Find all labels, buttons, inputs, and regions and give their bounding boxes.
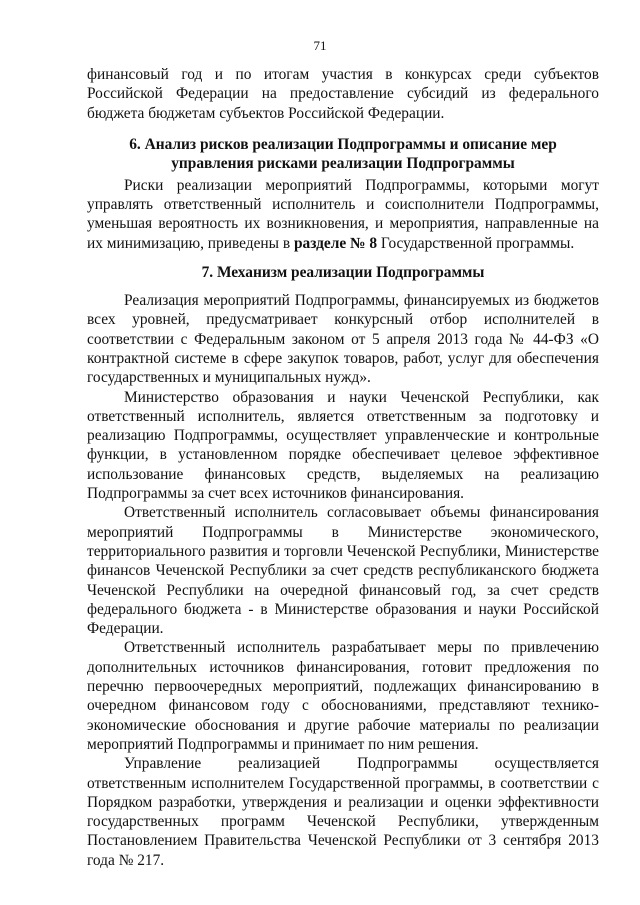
page-content	[87, 65, 599, 870]
section-6-paragraph	[87, 176, 599, 253]
section-7-paragraph: Реализация мероприятий Подпрограммы, финансируемых из бюджетов всех уровней, предусматривает конкурсный отбор исполнителей в соответствии с Федеральным законом от 5 апреля 2013 года № 44-ФЗ «О контрактной системе в сфере закупок товаров, работ, услуг для обеспечения государственных и муниципальных нужд».	[87, 292, 599, 387]
section-6-text-before: Риски реализации мероприятий Подпрограммы, которыми могут управлять ответственный исполнитель и соисполнители Подпрограммы, уменьшая вероятность их возникновения, и мероприятия, направленные на их минимизацию, приведены в	[87, 176, 599, 252]
section-7-paragraph: Ответственный исполнитель разрабатывает меры по привлечению дополнительных источников финансирования, готовит предложения по перечню первоочередных мероприятий, подлежащих финансированию в очередном финансовом году с обоснованиями, представляют технико-экономические обоснования и другие рабочие материалы по реализации мероприятий Подпрограммы и принимает по ним решения.	[87, 639, 599, 753]
intro-paragraph: финансовый год и по итогам участия в конкурсах среди субъектов Российской Федерации на предоставление субсидий из федерального бюджета бюджетам субъектов Российской Федерации.	[87, 66, 599, 122]
section-7-paragraph: Управление реализацией Подпрограммы осуществляется ответственным исполнителем Государственной программы, в соответствии с Порядком разработки, утверждения и реализации и оценки эффективности государственных программ Чеченской Республики, утвержденным Постановлением Правительства Чеченской Республики от 3 сентября 2013 года № 217.	[87, 755, 599, 869]
page-number: 71	[313, 38, 327, 53]
section-6-text-after: Государственной программы.	[377, 234, 575, 252]
section-reference: разделе № 8	[293, 234, 378, 252]
section-6-heading	[87, 135, 599, 173]
section-6-heading-line1: 6. Анализ рисков реализации Подпрограммы и описание мер	[129, 135, 557, 153]
section-7-paragraph: Министерство образования и науки Чеченской Республики, как ответственный исполнитель, является ответственным за подготовку и реализацию Подпрограммы, осуществляет управленческие и контрольные функции, в установленном порядке обеспечивает целевое эффективное использование финансовых средств, выделяемых на реализацию Подпрограммы за счет всех источников финансирования.	[87, 388, 599, 503]
section-6-heading-line2: управления рисками реализации Подпрограммы	[171, 154, 515, 172]
section-7-heading: 7. Механизм реализации Подпрограммы	[201, 264, 485, 282]
section-7-paragraph: Ответственный исполнитель согласовывает объемы финансирования мероприятий Подпрограммы в Министерстве экономического, территориального развития и торговли Чеченской Республики, Министерстве финансов Чеченской Республики за счет средств республиканского бюджета Чеченской Республики на очередной финансовый год, за счет средств федерального бюджета - в Министерстве образования и науки Российской Федерации.	[87, 504, 599, 638]
